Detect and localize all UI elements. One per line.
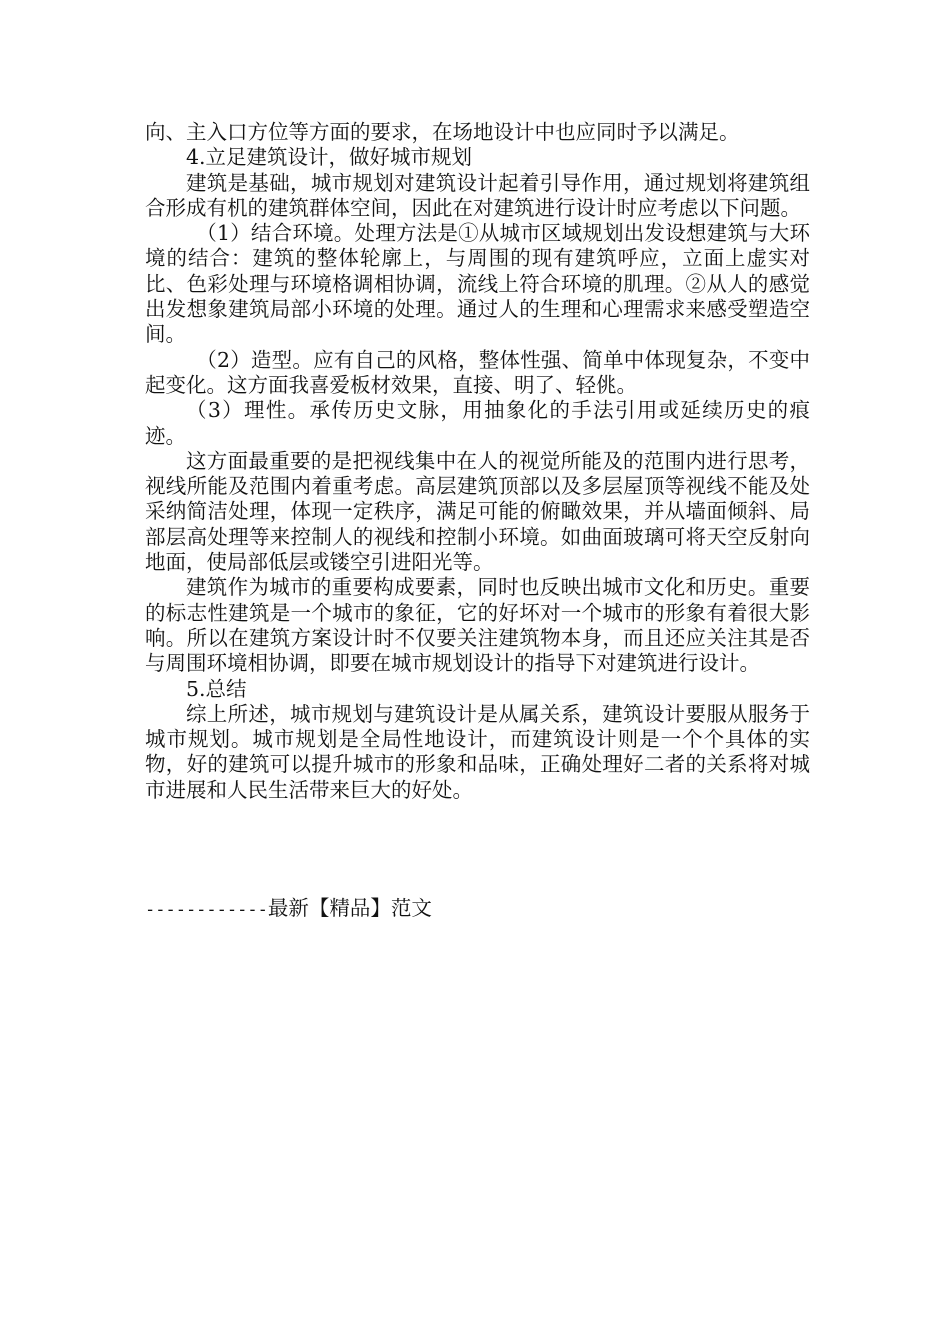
list-item-form: （2）造型。应有自己的风格，整体性强、简单中体现复杂，不变中起变化。这方面我喜爱板材效果，直接、明了、轻佻。 xyxy=(145,347,810,397)
document-body xyxy=(145,120,810,803)
paragraph-city-element: 建筑作为城市的重要构成要素，同时也反映出城市文化和历史。重要的标志性建筑是一个城市的象征，它的好坏对一个城市的形象有着很大影响。所以在建筑方案设计时不仅要关注建筑物本身，而且还应关注其是否与周围环境相协调，即要在城市规划设计的指导下对建筑进行设计。 xyxy=(145,575,810,676)
footer-tagline xyxy=(145,895,432,923)
paragraph-vision: 这方面最重要的是把视线集中在人的视觉所能及的范围内进行思考，视线所能及范围内着重考虑。高层建筑顶部以及多层屋顶等视线不能及处采纳简洁处理，体现一定秩序，满足可能的俯瞰效果，并从墙面倾斜、局部层高处理等来控制人的视线和控制小环境。如曲面玻璃可将天空反射向地面，使局部低层或镂空引进阳光等。 xyxy=(145,448,810,575)
footer-dashes: ------------ xyxy=(145,900,268,920)
paragraph-conclusion: 综上所述，城市规划与建筑设计是从属关系，建筑设计要服从服务于城市规划。城市规划是全局性地设计，而建筑设计则是一个个具体的实物，好的建筑可以提升城市的形象和品味，正确处理好二者的关系将对城市进展和人民生活带来巨大的好处。 xyxy=(145,701,810,802)
footer-label: 最新【精品】范文 xyxy=(267,896,432,920)
section-heading-5: 5.总结 xyxy=(186,676,247,701)
list-item-rationality: （3）理性。承传历史文脉，用抽象化的手法引用或延续历史的痕迹。 xyxy=(145,398,810,448)
paragraph-continuation: 向、主入口方位等方面的要求，在场地设计中也应同时予以满足。 xyxy=(145,120,740,144)
list-item-environment: （1）结合环境。处理方法是①从城市区域规划出发设想建筑与大环境的结合：建筑的整体轮廓上，与周围的现有建筑呼应，立面上虚实对比、色彩处理与环境格调相协调，流线上符合环境的肌理。②从人的感觉出发想象建筑局部小环境的处理。通过人的生理和心理需求来感受塑造空间。 xyxy=(145,221,810,347)
section-heading-4: 4.立足建筑设计，做好城市规划 xyxy=(186,145,473,170)
paragraph-intro: 建筑是基础，城市规划对建筑设计起着引导作用，通过规划将建筑组合形成有机的建筑群体空间，因此在对建筑进行设计时应考虑以下问题。 xyxy=(145,170,810,220)
